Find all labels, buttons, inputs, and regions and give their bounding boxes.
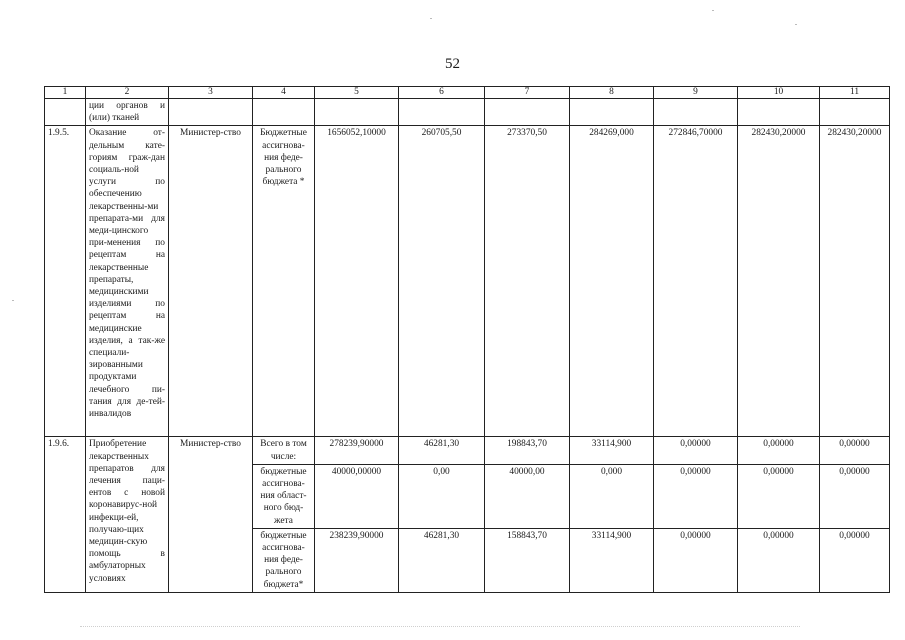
executor: Министер-ство bbox=[169, 126, 253, 437]
value-col10: 0,00000 bbox=[738, 528, 820, 592]
measure-name: Приобретение лекарственных препаратов для лечения паци-ентов с новой коронавирус-ной инфекци-ей, получаю-щих медицин-скую помощь в амбулаторных условиях bbox=[86, 437, 169, 592]
measure-name: Оказание от-дельным кате-гориям граж-дан социаль-ной услуги по обеспечению лекарственны-ми препарата-ми для меди-цинского при-менения по рецептам на лекарственные препараты, медицинскими изделиями по рецептам на медицинские изделия, а так-же специали-зированными продуктами лечебного пи-тания для де-тей-инвалидов bbox=[86, 126, 169, 437]
value-col6: 46281,30 bbox=[399, 528, 485, 592]
continuation-row bbox=[45, 99, 890, 126]
row-id: 1.9.6. bbox=[45, 437, 86, 592]
column-number: 4 bbox=[253, 87, 315, 99]
value-col10: 0,00000 bbox=[738, 464, 820, 528]
column-number: 11 bbox=[820, 87, 890, 99]
funding-source: Бюджетные ассигнова-ния феде-рального бюджета * bbox=[253, 126, 315, 437]
value-col7: 198843,70 bbox=[485, 437, 570, 464]
executor: Министер-ство bbox=[169, 437, 253, 592]
value-col5: 1656052,10000 bbox=[315, 126, 399, 437]
column-number: 2 bbox=[86, 87, 169, 99]
value-col5: 278239,90000 bbox=[315, 437, 399, 464]
value-col11: 0,00000 bbox=[820, 528, 890, 592]
budget-table bbox=[44, 86, 890, 593]
value-col9: 0,00000 bbox=[654, 437, 738, 464]
column-number: 10 bbox=[738, 87, 820, 99]
value-col9: 0,00000 bbox=[654, 464, 738, 528]
scan-speck bbox=[430, 18, 432, 19]
page-number: 52 bbox=[445, 56, 460, 72]
funding-source: бюджетные ассигнова-ния феде-рального бюджета* bbox=[253, 528, 315, 592]
value-col9: 272846,70000 bbox=[654, 126, 738, 437]
table-row-1-9-5 bbox=[45, 126, 890, 437]
value-col6: 260705,50 bbox=[399, 126, 485, 437]
value-col7: 273370,50 bbox=[485, 126, 570, 437]
value-col8: 284269,000 bbox=[570, 126, 654, 437]
scan-artifact-line bbox=[80, 626, 800, 631]
scan-speck bbox=[12, 300, 14, 301]
funding-source: Всего в том числе: bbox=[253, 437, 315, 464]
value-col8: 0,000 bbox=[570, 464, 654, 528]
value-col9: 0,00000 bbox=[654, 528, 738, 592]
value-col11: 0,00000 bbox=[820, 464, 890, 528]
value-col8: 33114,900 bbox=[570, 437, 654, 464]
column-number: 9 bbox=[654, 87, 738, 99]
column-number: 3 bbox=[169, 87, 253, 99]
value-col10: 282430,20000 bbox=[738, 126, 820, 437]
value-col8: 33114,900 bbox=[570, 528, 654, 592]
row-id: 1.9.5. bbox=[45, 126, 86, 437]
column-number: 6 bbox=[399, 87, 485, 99]
table-row-1-9-6-total bbox=[45, 437, 890, 464]
funding-source: бюджетные ассигнова-ния област-ного бюд-жета bbox=[253, 464, 315, 528]
value-col11: 0,00000 bbox=[820, 437, 890, 464]
column-number: 5 bbox=[315, 87, 399, 99]
value-col5: 40000,00000 bbox=[315, 464, 399, 528]
column-number-row bbox=[45, 87, 890, 99]
value-col5: 238239,90000 bbox=[315, 528, 399, 592]
scan-speck bbox=[795, 24, 797, 25]
value-col6: 46281,30 bbox=[399, 437, 485, 464]
column-number: 7 bbox=[485, 87, 570, 99]
column-number: 1 bbox=[45, 87, 86, 99]
value-col6: 0,00 bbox=[399, 464, 485, 528]
column-number: 8 bbox=[570, 87, 654, 99]
value-col11: 282430,20000 bbox=[820, 126, 890, 437]
continued-measure-name: ции органов и (или) тканей bbox=[86, 99, 169, 126]
value-col7: 158843,70 bbox=[485, 528, 570, 592]
scan-speck bbox=[712, 10, 714, 11]
value-col10: 0,00000 bbox=[738, 437, 820, 464]
value-col7: 40000,00 bbox=[485, 464, 570, 528]
